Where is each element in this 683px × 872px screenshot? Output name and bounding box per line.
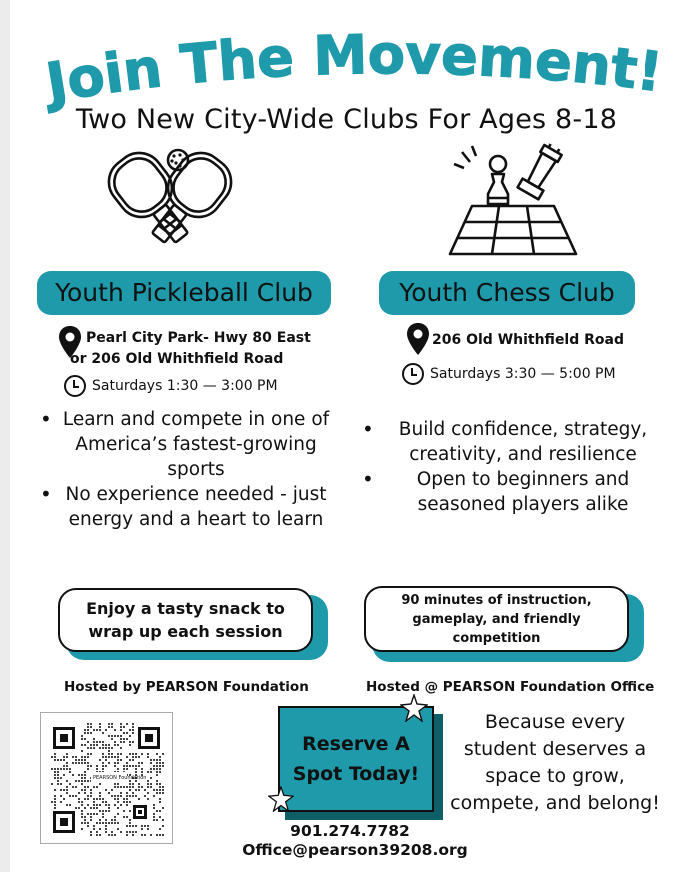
pickleball-location-line1: Pearl City Park- Hwy 80 East <box>86 330 311 346</box>
headline <box>40 20 670 115</box>
map-pin-icon <box>406 322 430 360</box>
headline-text: Join The Movement! <box>41 23 666 115</box>
chess-location: 206 Old Whithfield Road <box>432 332 624 348</box>
chess-time-text: Saturdays 3:30 — 5:00 PM <box>430 366 616 382</box>
qr-logo-text: PEARSON Foundation <box>93 775 147 781</box>
pickleball-time <box>64 375 278 397</box>
pickleball-location-line2: or 206 Old Whithfield Road <box>70 351 284 367</box>
svg-text:Join The Movement! <box>38 23 666 115</box>
flyer-page <box>10 0 683 872</box>
pickleball-host: Hosted by PEARSON Foundation <box>64 679 309 695</box>
chess-time <box>402 363 616 385</box>
sparkle-star-icon <box>400 694 428 726</box>
list-item: • Learn and compete in one of America’s fastest-growing sports <box>40 407 330 482</box>
closing-text: Because every student deserves a space to grow, compete, and belong! <box>450 711 660 814</box>
sparkle-star-icon <box>268 786 294 816</box>
pickleball-title: Youth Pickleball Club <box>37 271 331 315</box>
contact-email[interactable]: Office@pearson39208.org <box>242 841 468 859</box>
qr-code[interactable] <box>40 712 173 844</box>
pickleball-time-text: Saturdays 1:30 — 3:00 PM <box>92 378 278 394</box>
chess-info-card <box>364 586 644 662</box>
subtitle: Two New City-Wide Clubs For Ages 8-18 <box>75 104 618 135</box>
contact-phone[interactable]: 901.274.7782 <box>290 822 410 840</box>
list-item: • No experience needed - just energy and a heart to learn <box>40 482 330 532</box>
list-item: • Open to beginners and seasoned players alike <box>362 467 662 517</box>
list-item: • Build confidence, strategy, creativity, and resilience <box>362 417 662 467</box>
chess-title: Youth Chess Club <box>379 271 635 315</box>
chess-host: Hosted @ PEARSON Foundation Office <box>366 679 655 695</box>
reserve-line1: Reserve A <box>302 733 410 755</box>
pickleball-bullets <box>40 407 330 532</box>
chess-card-text: 90 minutes of instruction, gameplay, and friendly competition <box>364 586 629 652</box>
reserve-line2: Spot Today! <box>292 763 420 785</box>
snack-card <box>58 588 328 660</box>
clock-icon <box>64 375 86 397</box>
pickleball-paddles-icon <box>90 146 250 262</box>
chess-bullets <box>362 417 662 517</box>
chess-board-icon <box>442 138 582 262</box>
snack-card-text: Enjoy a tasty snack to wrap up each session <box>58 588 313 652</box>
clock-icon <box>402 363 424 385</box>
